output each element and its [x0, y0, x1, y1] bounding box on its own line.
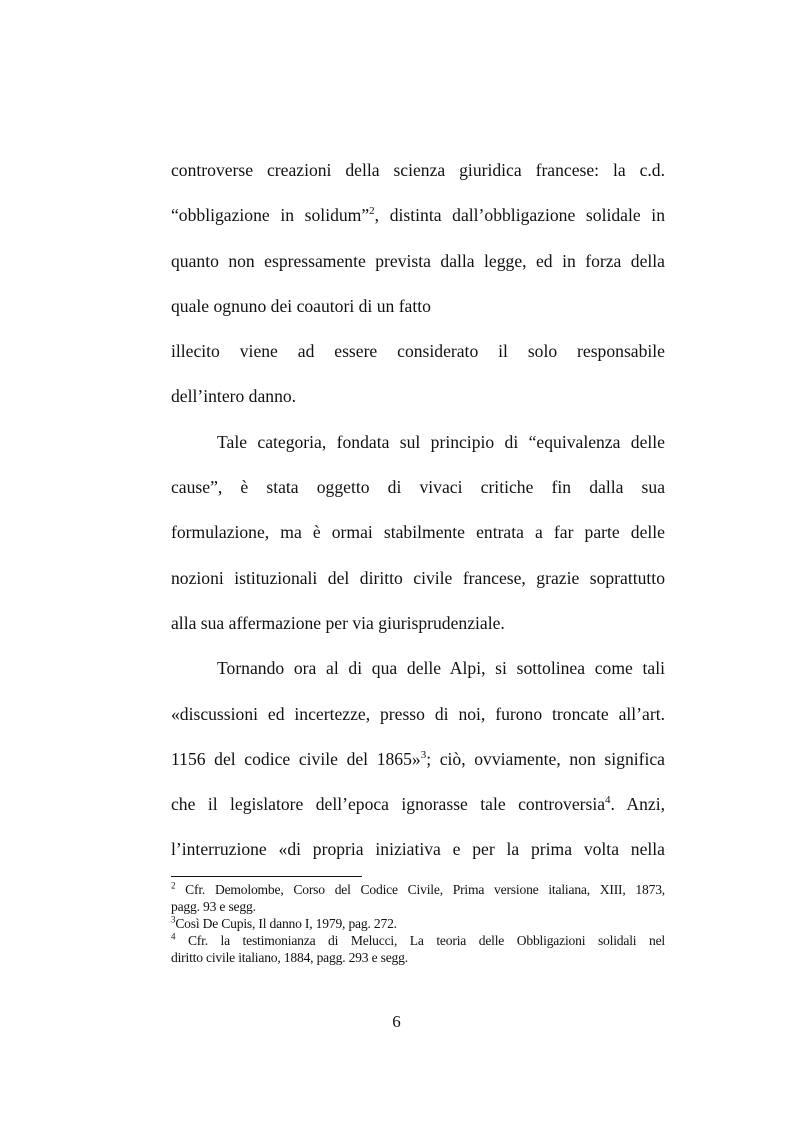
text-line: «discussioni ed incertezze, presso di noi, furono troncate all’art.	[171, 703, 665, 724]
footnote	[171, 932, 665, 966]
footnote-number: 3	[171, 914, 176, 925]
text-fragment: “obbligazione in solidum”	[171, 205, 370, 226]
text-line: dell’intero danno.	[171, 386, 297, 407]
text-fragment: . Anzi,	[610, 794, 665, 815]
footnote-line: diritto civile italiano, 1884, pagg. 293 e segg.	[171, 950, 408, 965]
footnote-ref: 2	[369, 205, 375, 218]
footnote-text: Cfr. Demolombe, Corso del Codice Civile, Prima versione italiana, XIII, 1873,	[185, 882, 665, 897]
footnote-number: 2	[171, 880, 176, 891]
text-line: l’interruzione «di propria iniziativa e per la prima volta nella	[171, 839, 665, 860]
footnote-line	[171, 915, 665, 932]
footnote	[171, 881, 665, 915]
text-line: cause”, è stata oggetto di vivaci critiche fin dalla sua	[171, 477, 665, 498]
footnote-ref: 3	[420, 749, 427, 761]
footnote-separator	[171, 876, 362, 877]
text-line	[171, 737, 665, 782]
text-line: Tornando ora al di qua delle Alpi, si sottolinea come tali	[217, 658, 665, 679]
text-line: illecito viene ad essere considerato il solo responsabile	[171, 341, 665, 362]
text-line: formulazione, ma è ormai stabilmente entrata a far parte delle	[171, 522, 665, 543]
footnote-text: Cfr. la testimonianza di Melucci, La teoria delle Obbligazioni solidali nel	[187, 933, 665, 948]
footnote-text: Così De Cupis, Il danno I, 1979, pag. 272.	[175, 916, 397, 931]
text-fragment: ; ciò, ovviamente, non significa	[426, 748, 665, 769]
text-line: controverse creazioni della scienza giuridica francese: la c.d.	[171, 160, 665, 180]
text-fragment: che il legislatore dell’epoca ignorasse tale controversia	[171, 794, 606, 815]
body-text	[171, 148, 665, 873]
text-line	[171, 193, 665, 238]
text-line: quanto non espressamente prevista dalla legge, ed in forza della	[171, 250, 665, 271]
text-line: nozioni istituzionali del diritto civile francese, grazie soprattutto	[171, 567, 665, 588]
footnote-ref: 4	[605, 794, 611, 807]
text-fragment: , distinta dall’obbligazione solidale in	[374, 205, 665, 226]
text-line: alla sua affermazione per via giurisprudenziale.	[171, 612, 505, 633]
footnote-line: pagg. 93 e segg.	[171, 899, 256, 914]
footnote-line	[171, 932, 665, 949]
text-fragment: 1156 del codice civile del 1865»	[171, 748, 421, 769]
text-line: Tale categoria, fondata sul principio di “equivalenza delle	[217, 431, 665, 452]
page-number: 6	[392, 1012, 401, 1031]
footnote-line	[171, 881, 665, 898]
footnote	[171, 915, 665, 932]
footnote-number: 4	[171, 931, 176, 942]
text-line	[171, 782, 665, 827]
text-line: quale ognuno dei coautori di un fatto	[171, 295, 431, 316]
footnotes	[171, 881, 665, 966]
